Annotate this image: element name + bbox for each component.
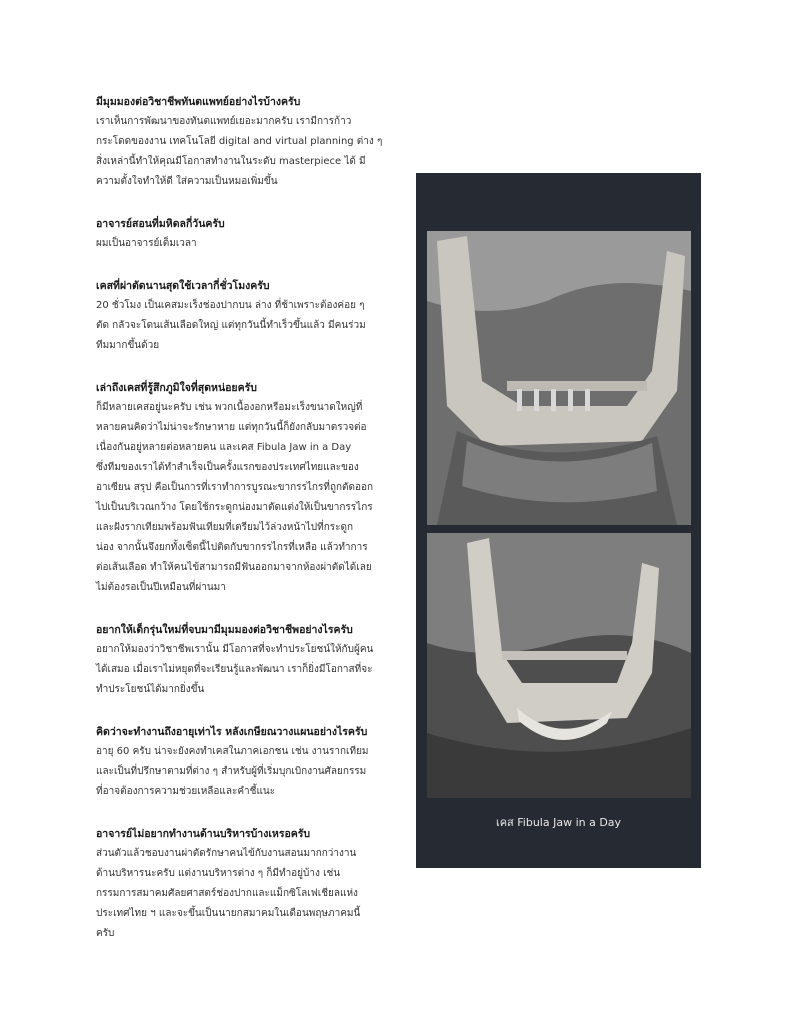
answer-line: อายุ 60 ครับ น่าจะยังคงทำเคสในภาคเอกชน เช่น งานรากเทียม	[96, 746, 369, 757]
jaw-model-photo	[427, 231, 691, 525]
question-heading: คิดว่าจะทำงานถึงอายุเท่าไร หลังเกษียณวางแผนอย่างไรครับ	[96, 726, 368, 738]
answer-paragraph	[96, 742, 396, 802]
answer-line: ด้านบริหารนะครับ แต่งานบริหารต่าง ๆ ก็มีทำอยู่บ้าง เช่น	[96, 868, 341, 879]
article-text-column	[96, 92, 396, 966]
answer-line: กรรมการสมาคมศัลยศาสตร์ช่องปากและแม็กซิโลเฟเชียลแห่ง	[96, 888, 358, 899]
photo-caption: เคส Fibula Jaw in a Day	[495, 816, 622, 829]
answer-line: สิ่งเหล่านี้ทำให้คุณมีโอกาสทำงานในระดับ masterpiece ได้ มี	[96, 156, 366, 167]
answer-line: เราเห็นการพัฒนาของทันตแพทย์เยอะมากครับ เรามีการก้าว	[96, 116, 352, 127]
answer-line: อาเซียน สรุป คือเป็นการที่เราทำการบูรณะขากรรไกรที่ถูกตัดออก	[96, 482, 374, 493]
jaw-reconstruction-photo	[427, 533, 691, 798]
answer-paragraph	[96, 112, 396, 192]
question-heading: อยากให้เด็กรุ่นใหม่ที่จบมามีมุมมองต่อวิชาชีพอย่างไรครับ	[96, 624, 353, 636]
qa-block	[96, 276, 396, 356]
question-heading: มีมุมมองต่อวิชาชีพทันตแพทย์อย่างไรบ้างครับ	[96, 96, 301, 108]
answer-line: น่อง จากนั้นจึงยกทั้งเซ็ตนี้ไปติดกับขากรรไกรที่เหลือ แล้วทำการ	[96, 542, 368, 553]
question-heading: เคสที่ผ่าตัดนานสุดใช้เวลากี่ชั่วโมงครับ	[96, 280, 270, 292]
question-heading: อาจารย์สอนที่มหิดลกี่วันครับ	[96, 218, 225, 230]
answer-line: ตัด กลัวจะโดนเส้นเลือดใหญ่ แต่ทุกวันนี้ทำเร็วขึ้นแล้ว มีคนร่วม	[96, 320, 366, 331]
answer-line: ผมเป็นอาจารย์เต็มเวลา	[96, 238, 197, 249]
photo-panel	[416, 173, 701, 868]
answer-line: ที่อาจต้องการความช่วยเหลือและคำชี้แนะ	[96, 786, 276, 797]
answer-line: และฝังรากเทียมพร้อมฟันเทียมที่เตรียมไว้ล่วงหน้าไปที่กระดูก	[96, 522, 354, 533]
answer-line: กระโดดของงาน เทคโนโลยี digital and virtual planning ต่าง ๆ	[96, 136, 383, 147]
qa-block	[96, 722, 396, 802]
answer-line: ซึ่งทีมของเราได้ทำสำเร็จเป็นครั้งแรกของประเทศไทยและของ	[96, 462, 359, 473]
qa-block	[96, 824, 396, 944]
qa-block	[96, 620, 396, 700]
answer-line: ไปเป็นบริเวณกว้าง โดยใช้กระดูกน่องมาตัดแต่งให้เป็นขากรรไกร	[96, 502, 373, 513]
question-heading: เล่าถึงเคสที่รู้สึกภูมิใจที่สุดหน่อยครับ	[96, 382, 257, 394]
answer-paragraph	[96, 234, 396, 254]
answer-line: ครับ	[96, 928, 115, 939]
answer-line: และเป็นที่ปรึกษาตามที่ต่าง ๆ สำหรับผู้ที่เริ่มบุกเบิกงานศัลยกรรม	[96, 766, 367, 777]
answer-line: 20 ชั่วโมง เป็นเคสมะเร็งช่องปากบน ล่าง ที่ช้าเพราะต้องค่อย ๆ	[96, 300, 365, 311]
qa-block	[96, 214, 396, 254]
answer-line: ประเทศไทย ฯ และจะขึ้นเป็นนายกสมาคมในเดือนพฤษภาคมนี้	[96, 908, 361, 919]
qa-block	[96, 378, 396, 598]
qa-block	[96, 92, 396, 192]
answer-line: ต่อเส้นเลือด ทำให้คนไข้สามารถมีฟันออกมาจากห้องผ่าตัดได้เลย	[96, 562, 372, 573]
question-heading: อาจารย์ไม่อยากทำงานด้านบริหารบ้างเหรอครับ	[96, 828, 311, 840]
answer-line: ได้เสมอ เมื่อเราไม่หยุดที่จะเรียนรู้และพัฒนา เราก็ยิ่งมีโอกาสที่จะ	[96, 664, 373, 675]
answer-paragraph	[96, 296, 396, 356]
answer-paragraph	[96, 640, 396, 700]
answer-line: เนื่องกันอยู่หลายต่อหลายคน และเคส Fibula Jaw in a Day	[96, 442, 352, 453]
answer-line: ก็มีหลายเคสอยู่นะครับ เช่น พวกเนื้องอกหรือมะเร็งขนาดใหญ่ที่	[96, 402, 363, 413]
answer-line: ไม่ต้องรอเป็นปีเหมือนที่ผ่านมา	[96, 582, 226, 593]
answer-line: ส่วนตัวแล้วชอบงานผ่าตัดรักษาคนไข้กับงานสอนมากกว่างาน	[96, 848, 357, 859]
answer-line: อยากให้มองว่าวิชาชีพเรานั้น มีโอกาสที่จะทำประโยชน์ให้กับผู้คน	[96, 644, 374, 655]
answer-line: หลายคนคิดว่าไม่น่าจะรักษาหาย แต่ทุกวันนี้ก็ยังกลับมาตรวจต่อ	[96, 422, 367, 433]
answer-paragraph	[96, 844, 396, 944]
answer-line: ความตั้งใจทำให้ดี ใส่ความเป็นหมอเพิ่มขึ้น	[96, 176, 278, 187]
answer-line: ทีมมากขึ้นด้วย	[96, 340, 160, 351]
answer-line: ทำประโยชน์ได้มากยิ่งขึ้น	[96, 684, 205, 695]
answer-paragraph	[96, 398, 396, 598]
